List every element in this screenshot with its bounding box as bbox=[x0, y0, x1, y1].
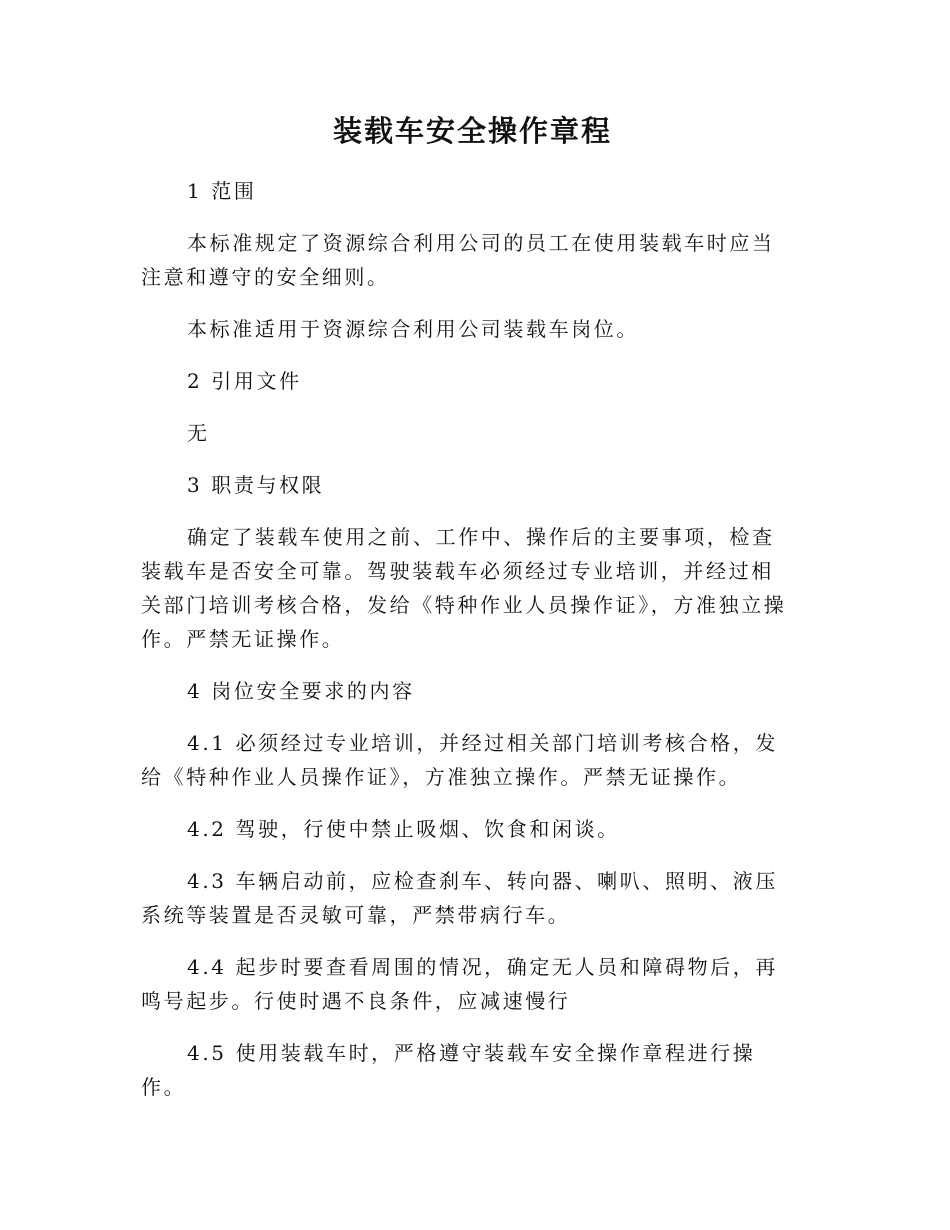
paragraph: 本标准适用于资源综合利用公司装载车岗位。 bbox=[187, 317, 639, 341]
list-item: 4.1 必须经过专业培训，并经过相关部门培训考核合格，发给《特种作业人员操作证》，方准独立操作。严禁无证操作。 bbox=[141, 731, 778, 789]
paragraph: 本标准规定了资源综合利用公司的员工在使用装载车时应当注意和遵守的安全细则。 bbox=[141, 231, 775, 289]
section-heading-requirements: 4 岗位安全要求的内容 bbox=[187, 679, 415, 703]
paragraph: 无 bbox=[187, 421, 210, 445]
section-heading-scope: 1 范围 bbox=[187, 179, 257, 203]
list-item: 4.4 起步时要查看周围的情况，确定无人员和障碍物后，再鸣号起步。行使时遇不良条件，应减速慢行 bbox=[141, 955, 778, 1013]
section-heading-responsibilities: 3 职责与权限 bbox=[187, 473, 325, 497]
section-heading-references: 2 引用文件 bbox=[187, 369, 302, 393]
list-item: 4.5 使用装载车时，严格遵守装载车安全操作章程进行操作。 bbox=[141, 1041, 756, 1099]
list-item: 4.3 车辆启动前，应检查刹车、转向器、喇叭、照明、液压系统等装置是否灵敏可靠，严禁带病行车。 bbox=[141, 869, 778, 927]
document-title: 装载车安全操作章程 bbox=[332, 114, 612, 148]
list-item: 4.2 驾驶，行使中禁止吸烟、饮食和闲谈。 bbox=[187, 817, 620, 841]
paragraph: 确定了装载车使用之前、工作中、操作后的主要事项，检查装载车是否安全可靠。驾驶装载车必须经过专业培训，并经过相关部门培训考核合格，发给《特种作业人员操作证》，方准独立操作。严禁无证操作。 bbox=[141, 525, 787, 651]
